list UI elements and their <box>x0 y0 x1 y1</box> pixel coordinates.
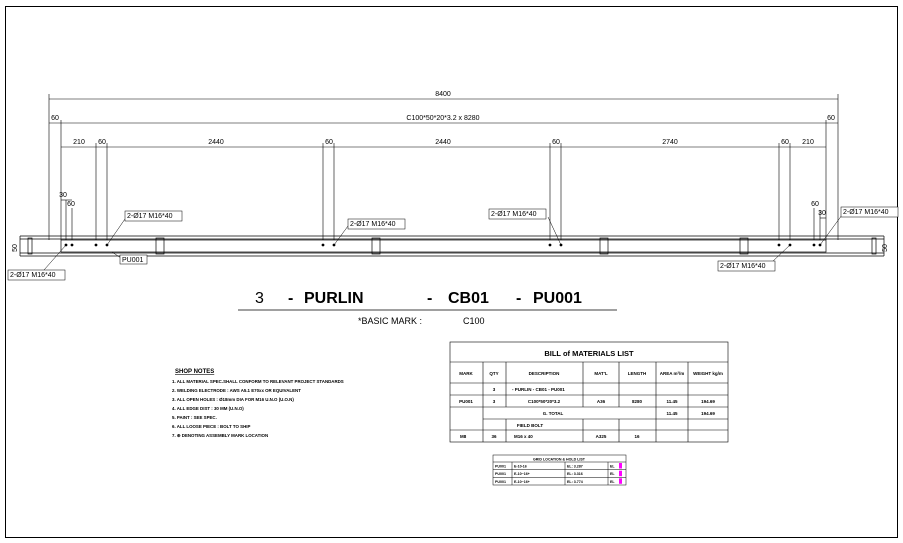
bom-group-qty: 3 <box>492 387 496 392</box>
shop-notes <box>172 369 344 438</box>
end-right-label: 60 <box>827 115 835 122</box>
grid-highlight-3 <box>619 478 622 484</box>
title-block <box>238 290 617 326</box>
vertical-right-a-label: 60 <box>811 201 819 208</box>
title-quantity: 3 <box>255 290 264 307</box>
vertical-right-b-label: 30 <box>818 210 826 217</box>
grid-r2-c4: EL <box>610 472 615 477</box>
grid-r2-c3: EL: 3.316 <box>567 472 583 477</box>
shop-note-1: 1. ALL MATERIAL SPEC.SHALL CONFORM TO RELEVANT PROJECT STANDARDS <box>172 379 344 384</box>
grid-r3-c4: EL <box>610 479 615 484</box>
purlin-member <box>20 236 884 256</box>
bom-bolt-description: M16 x 40 <box>514 434 533 439</box>
bom-part-area: 11.45 <box>666 399 678 404</box>
hole-label-4: 2-Ø17 M16*40 <box>843 209 889 216</box>
grid-r1-c2: E-10-16 <box>514 464 527 469</box>
shop-notes-heading: SHOP NOTES <box>175 369 215 375</box>
bom-bolt-length: 16 <box>634 434 640 439</box>
hole-label-5: 2-Ø17 M16*40 <box>10 272 56 279</box>
bom-total-area: 11.45 <box>666 411 678 416</box>
mark-tag: PU001 <box>122 257 144 264</box>
bom-bolt-qty: 36 <box>491 434 497 439</box>
spacing-label-9: 210 <box>802 139 814 146</box>
bom-part-length: 8280 <box>631 399 643 404</box>
title-name: PURLIN <box>304 290 364 307</box>
grid-r1-c4: EL <box>610 464 615 469</box>
hole-label-2: 2-Ø17 M16*40 <box>350 221 396 228</box>
bom-header-qty: QTY <box>489 371 499 376</box>
member-length-label: C100*50*20*3.2 x 8280 <box>406 115 480 122</box>
basic-mark-value: C100 <box>463 316 485 326</box>
section-depth-right: 50 <box>882 244 889 252</box>
grid-r3-c1: PU001 <box>495 479 506 484</box>
bolt-holes <box>65 244 822 247</box>
bom-header-length: LENGTH <box>627 371 647 376</box>
bom-total-label: G. TOTAL <box>542 411 564 416</box>
section-depth-left: 50 <box>12 244 19 252</box>
end-left-label: 60 <box>51 115 59 122</box>
bom-table <box>450 342 728 442</box>
bom-group-description: - PURLIN - CB01 - PU001 <box>512 387 565 392</box>
bom-title: BILL of MATERIALS LIST <box>544 349 634 358</box>
bom-bolt-material: A325 <box>595 434 607 439</box>
bom-header-material: MAT'L <box>594 371 608 376</box>
bom-part-mark: PU001 <box>459 399 473 404</box>
bom-header-weight: WEIGHT kg/m <box>693 371 723 376</box>
bom-header-description: DESCRIPTION <box>528 371 560 376</box>
bom-part-description: C100*50*20*3.2 <box>527 399 561 404</box>
shop-note-5: 5. PAINT : SEE SPEC. <box>172 415 217 420</box>
grid-r1-c1: PU001 <box>495 464 506 469</box>
shop-note-4: 4. ALL EDGE DIST : 30 MM (U.N.O) <box>172 406 244 411</box>
title-drawing: CB01 <box>448 290 489 307</box>
hole-label-3: 2-Ø17 M16*40 <box>491 211 537 218</box>
spacing-ticks <box>96 143 790 240</box>
title-dash-2: - <box>427 290 433 307</box>
spacing-label-5: 2440 <box>435 139 451 146</box>
overall-length-label: 8400 <box>435 91 451 98</box>
shop-note-7: 7. ⊕ DENOTING ASSEMBLY MARK LOCATION <box>172 433 269 438</box>
shop-note-3: 3. ALL OPEN HOLES : Ø18mm DIA FOR M16 U.N.O (U.O.N) <box>172 397 294 402</box>
bom-header-mark: MARK <box>459 371 473 376</box>
grid-title: GRID LOCATION & HOLD LIST <box>532 457 586 462</box>
hole-callouts <box>8 207 898 280</box>
grid-r2-c2: E-10~16+ <box>514 472 530 477</box>
title-mark: PU001 <box>533 290 582 307</box>
spacing-label-6: 60 <box>552 139 560 146</box>
spacing-label-7: 2740 <box>662 139 678 146</box>
vertical-left-b-label: 60 <box>67 201 75 208</box>
shop-note-6: 6. ALL LOOSE PIECE : BOLT TO SHIP <box>172 424 251 429</box>
grid-r3-c2: E-10~16+ <box>514 479 530 484</box>
basic-mark-label: *BASIC MARK : <box>358 316 423 326</box>
bom-part-qty: 3 <box>492 399 496 404</box>
spacing-label-1: 210 <box>73 139 85 146</box>
grid-highlight-2 <box>619 471 622 477</box>
bom-bolt-mark: M8 <box>460 434 467 439</box>
spacing-label-8: 60 <box>781 139 789 146</box>
title-dash-3: - <box>516 290 522 307</box>
grid-highlight-1 <box>619 463 622 469</box>
bom-header-area: AREA m²/m <box>659 371 685 376</box>
shop-note-2: 2. WELDING ELECTRODE : AWS A5.1 E70xx OR EQUIVALENT <box>172 388 301 393</box>
spacing-label-2: 60 <box>98 139 106 146</box>
bom-total-weight: 194.69 <box>701 411 715 416</box>
grid-r2-c1: PU001 <box>495 472 506 477</box>
grid-r3-c3: EL: 3.774 <box>567 479 583 484</box>
overall-dimension-labels <box>12 91 889 252</box>
spacing-label-4: 60 <box>325 139 333 146</box>
hole-label-6: 2-Ø17 M16*40 <box>720 263 766 270</box>
hole-label-1: 2-Ø17 M16*40 <box>127 213 173 220</box>
bom-part-material: A36 <box>596 399 606 404</box>
grid-location-table <box>493 455 626 485</box>
spacing-label-3: 2440 <box>208 139 224 146</box>
bom-field-bolt-label: FIELD BOLT <box>516 423 544 428</box>
vertical-left-a-label: 30 <box>59 192 67 199</box>
grid-r1-c3: EL: 3.287 <box>567 464 583 469</box>
title-dash-1: - <box>288 290 294 307</box>
bom-part-weight: 194.69 <box>701 399 715 404</box>
